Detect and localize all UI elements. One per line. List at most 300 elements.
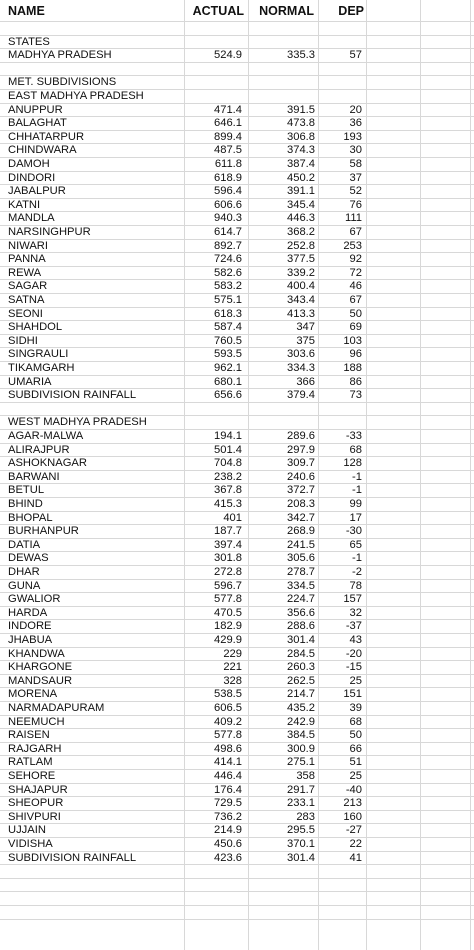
actual-cell[interactable]: 450.6	[214, 838, 242, 850]
normal-cell[interactable]: 391.5	[287, 103, 315, 116]
table-row	[0, 362, 474, 376]
table-row	[0, 335, 474, 349]
actual-cell[interactable]: 606.6	[214, 198, 242, 211]
actual-cell[interactable]: 729.5	[214, 797, 242, 810]
dep-cell[interactable]: 46	[349, 280, 362, 293]
dep-cell[interactable]	[320, 22, 362, 35]
dep-cell[interactable]: -37	[345, 620, 362, 633]
normal-cell[interactable]: 446.3	[287, 212, 315, 225]
name-cell[interactable]: STATES	[8, 35, 50, 48]
normal-cell[interactable]: 384.5	[287, 729, 315, 742]
actual-cell[interactable]: 736.2	[214, 810, 242, 823]
dep-cell[interactable]: 72	[349, 266, 362, 279]
normal-cell[interactable]: 297.9	[287, 443, 315, 456]
dep-cell[interactable]: 39	[349, 702, 362, 714]
name-cell[interactable]: SIDHI	[8, 334, 38, 347]
actual-cell[interactable]: 606.5	[214, 702, 242, 714]
dep-cell[interactable]: -30	[345, 525, 362, 538]
dep-cell[interactable]	[320, 865, 362, 878]
normal-cell[interactable]	[250, 879, 315, 892]
normal-cell[interactable]: 309.7	[287, 457, 315, 470]
name-cell[interactable]: AGAR-MALWA	[8, 430, 84, 442]
name-cell[interactable]	[8, 403, 188, 416]
name-cell[interactable]: BETUL	[8, 484, 45, 497]
normal-cell[interactable]: 289.6	[287, 430, 315, 442]
name-cell[interactable]: PANNA	[8, 253, 46, 266]
name-cell[interactable]	[8, 906, 188, 919]
name-cell[interactable]: MANDSAUR	[8, 674, 73, 687]
actual-cell[interactable]: 429.9	[214, 634, 242, 646]
dep-cell[interactable]: 68	[349, 715, 362, 728]
dep-cell[interactable]: -27	[345, 824, 362, 837]
normal-cell[interactable]: 240.6	[287, 470, 315, 483]
table-row	[0, 756, 474, 770]
actual-cell[interactable]	[190, 865, 242, 878]
normal-cell[interactable]	[250, 865, 315, 878]
actual-cell[interactable]: 575.1	[214, 294, 242, 306]
actual-cell[interactable]	[190, 22, 242, 35]
normal-cell[interactable]: 368.2	[287, 226, 315, 238]
actual-cell[interactable]: 301.8	[214, 552, 242, 565]
name-cell[interactable]: DHAR	[8, 566, 40, 578]
actual-cell[interactable]	[190, 906, 242, 919]
normal-cell[interactable]: 334.5	[287, 579, 315, 592]
normal-cell[interactable]: 345.4	[287, 198, 315, 211]
dep-cell[interactable]: 20	[349, 103, 362, 116]
name-cell[interactable]: INDORE	[8, 620, 52, 633]
dep-cell[interactable]	[320, 90, 362, 103]
normal-cell[interactable]: 334.3	[287, 362, 315, 374]
table-row	[0, 566, 474, 580]
normal-cell[interactable]: 301.4	[287, 851, 315, 864]
name-cell[interactable]: ASHOKNAGAR	[8, 457, 87, 470]
actual-cell[interactable]: 611.8	[214, 158, 242, 170]
normal-cell[interactable]: 347	[296, 321, 315, 334]
actual-cell[interactable]: 618.9	[214, 171, 242, 184]
dep-cell[interactable]: 65	[349, 538, 362, 551]
actual-cell[interactable]	[190, 90, 242, 103]
name-cell[interactable]: UMARIA	[8, 375, 52, 388]
dep-cell[interactable]: -1	[352, 470, 362, 483]
table-row	[0, 63, 474, 77]
actual-cell[interactable]: 618.3	[214, 307, 242, 320]
name-cell[interactable]: NARSINGHPUR	[8, 226, 91, 238]
dep-cell[interactable]: 37	[349, 171, 362, 184]
dep-cell[interactable]	[320, 36, 362, 49]
name-cell[interactable]: SHAJAPUR	[8, 783, 68, 796]
name-cell[interactable]: SINGRAULI	[8, 348, 69, 361]
normal-cell[interactable]: 305.6	[287, 552, 315, 565]
dep-cell[interactable]: 52	[349, 185, 362, 198]
dep-cell[interactable]: 160	[343, 810, 362, 823]
dep-cell[interactable]: 99	[349, 498, 362, 510]
normal-cell[interactable]: 379.4	[287, 389, 315, 402]
dep-cell[interactable]: 17	[349, 511, 362, 524]
name-cell[interactable]: REWA	[8, 266, 42, 279]
name-cell[interactable]: KHARGONE	[8, 661, 73, 674]
dep-cell[interactable]: 22	[349, 838, 362, 850]
actual-cell[interactable]: 646.1	[214, 117, 242, 130]
normal-cell[interactable]: 435.2	[287, 702, 315, 714]
dep-cell[interactable]	[320, 63, 362, 76]
name-cell[interactable]: ANUPPUR	[8, 103, 63, 116]
dep-cell[interactable]	[320, 416, 362, 429]
dep-cell[interactable]: 50	[349, 307, 362, 320]
name-cell[interactable]: BARWANI	[8, 470, 60, 483]
actual-cell[interactable]: 446.4	[214, 770, 242, 782]
dep-cell[interactable]: -33	[345, 430, 362, 442]
dep-cell[interactable]: 103	[343, 334, 362, 347]
normal-cell[interactable]: 342.7	[287, 511, 315, 524]
name-cell[interactable]: SAGAR	[8, 280, 48, 293]
dep-cell[interactable]: 30	[349, 144, 362, 157]
normal-cell[interactable]: 242.9	[287, 715, 315, 728]
dep-cell[interactable]: -1	[352, 484, 362, 497]
normal-cell[interactable]: 387.4	[287, 158, 315, 170]
normal-cell[interactable]: 301.4	[287, 634, 315, 646]
dep-cell[interactable]: -2	[352, 566, 362, 578]
table-row	[0, 539, 474, 553]
actual-cell[interactable]: 221	[223, 661, 242, 674]
normal-cell[interactable]: 374.3	[287, 144, 315, 157]
name-cell[interactable]	[8, 63, 188, 76]
table-row	[0, 525, 474, 539]
name-cell[interactable]: JHABUA	[8, 634, 53, 646]
normal-cell[interactable]: 291.7	[287, 783, 315, 796]
actual-cell[interactable]: 238.2	[214, 470, 242, 483]
actual-cell[interactable]	[190, 403, 242, 416]
actual-cell[interactable]: 470.5	[214, 606, 242, 619]
dep-cell[interactable]	[320, 879, 362, 892]
name-cell[interactable]: MADHYA PRADESH	[8, 49, 112, 62]
actual-cell[interactable]: 577.8	[214, 593, 242, 606]
normal-cell[interactable]	[250, 63, 315, 76]
name-cell[interactable]: SHIVPURI	[8, 810, 61, 823]
normal-cell[interactable]: 391.1	[287, 185, 315, 198]
dep-cell[interactable]: -15	[345, 661, 362, 674]
normal-cell[interactable]: 208.3	[287, 498, 315, 510]
name-cell[interactable]: KHANDWA	[8, 647, 65, 660]
actual-cell[interactable]: 397.4	[214, 538, 242, 551]
name-cell[interactable]: MET. SUBDIVISIONS	[8, 76, 117, 89]
actual-cell[interactable]: 760.5	[214, 334, 242, 347]
normal-cell[interactable]: 356.6	[287, 606, 315, 619]
actual-cell[interactable]: 229	[223, 647, 242, 660]
name-cell[interactable]: BALAGHAT	[8, 117, 67, 130]
actual-cell[interactable]: 724.6	[214, 253, 242, 266]
normal-cell[interactable]: 335.3	[287, 49, 315, 62]
dep-cell[interactable]	[320, 892, 362, 905]
table-row	[0, 716, 474, 730]
actual-cell[interactable]: 524.9	[214, 49, 242, 62]
actual-cell[interactable]: 498.6	[214, 742, 242, 755]
dep-cell[interactable]: 92	[349, 253, 362, 266]
normal-cell[interactable]: 372.7	[287, 484, 315, 497]
header-row	[0, 0, 474, 22]
actual-cell[interactable]: 704.8	[214, 457, 242, 470]
table-row	[0, 376, 474, 390]
name-cell[interactable]: UJJAIN	[8, 824, 46, 837]
normal-cell[interactable]	[250, 36, 315, 49]
normal-cell[interactable]: 260.3	[287, 661, 315, 674]
actual-cell[interactable]	[190, 416, 242, 429]
table-row	[0, 308, 474, 322]
name-cell[interactable]: KATNI	[8, 198, 41, 211]
actual-cell[interactable]: 367.8	[214, 484, 242, 497]
normal-cell[interactable]: 241.5	[287, 538, 315, 551]
name-cell[interactable]: EAST MADHYA PRADESH	[8, 90, 144, 102]
dep-cell[interactable]: 41	[349, 851, 362, 864]
normal-cell[interactable]	[250, 22, 315, 35]
table-row	[0, 267, 474, 281]
name-cell[interactable]: MANDLA	[8, 212, 55, 225]
name-cell[interactable]: SEHORE	[8, 770, 56, 782]
dep-cell[interactable]: -40	[345, 783, 362, 796]
normal-cell[interactable]: 214.7	[287, 688, 315, 701]
dep-cell[interactable]: 67	[349, 294, 362, 306]
table-row	[0, 906, 474, 920]
actual-cell[interactable]: 596.7	[214, 579, 242, 592]
name-cell[interactable]: BHOPAL	[8, 511, 53, 524]
header-actual[interactable]: ACTUAL	[192, 4, 244, 18]
actual-cell[interactable]: 415.3	[214, 498, 242, 510]
table-row	[0, 253, 474, 267]
normal-cell[interactable]: 358	[296, 770, 315, 782]
dep-cell[interactable]: 25	[349, 674, 362, 687]
name-cell[interactable]	[8, 865, 188, 878]
actual-cell[interactable]: 962.1	[214, 362, 242, 374]
actual-cell[interactable]: 583.2	[214, 280, 242, 293]
dep-cell[interactable]: 86	[349, 375, 362, 388]
actual-cell[interactable]: 182.9	[214, 620, 242, 633]
header-name[interactable]: NAME	[8, 4, 45, 18]
dep-cell[interactable]: 213	[343, 797, 362, 810]
actual-cell[interactable]: 328	[223, 674, 242, 687]
normal-cell[interactable]: 233.1	[287, 797, 315, 810]
name-cell[interactable]: DEWAS	[8, 552, 49, 565]
name-cell[interactable]: NIWARI	[8, 239, 48, 252]
table-row	[0, 824, 474, 838]
dep-cell[interactable]: 36	[349, 117, 362, 130]
table-row	[0, 104, 474, 118]
dep-cell[interactable]: 58	[349, 158, 362, 170]
table-row	[0, 852, 474, 866]
actual-cell[interactable]	[190, 63, 242, 76]
name-cell[interactable]: WEST MADHYA PRADESH	[8, 416, 147, 429]
actual-cell[interactable]	[190, 76, 242, 89]
actual-cell[interactable]	[190, 36, 242, 49]
actual-cell[interactable]: 414.1	[214, 756, 242, 769]
table-row	[0, 648, 474, 662]
dep-cell[interactable]: 188	[343, 362, 362, 374]
dep-cell[interactable]: 69	[349, 321, 362, 334]
name-cell[interactable]: SHAHDOL	[8, 321, 63, 334]
name-cell[interactable]: VIDISHA	[8, 838, 53, 850]
normal-cell[interactable]: 413.3	[287, 307, 315, 320]
name-cell[interactable]: MORENA	[8, 688, 58, 701]
dep-cell[interactable]: 193	[343, 130, 362, 143]
actual-cell[interactable]: 214.9	[214, 824, 242, 837]
actual-cell[interactable]: 593.5	[214, 348, 242, 361]
table-row	[0, 729, 474, 743]
name-cell[interactable]: BURHANPUR	[8, 525, 79, 538]
name-cell[interactable]: NARMADAPURAM	[8, 702, 105, 714]
actual-cell[interactable]: 409.2	[214, 715, 242, 728]
normal-cell[interactable]	[250, 416, 315, 429]
normal-cell[interactable]: 268.9	[287, 525, 315, 538]
name-cell[interactable]: SATNA	[8, 294, 45, 306]
actual-cell[interactable]: 596.4	[214, 185, 242, 198]
name-cell[interactable]: JABALPUR	[8, 185, 66, 198]
name-cell[interactable]: SHEOPUR	[8, 797, 64, 810]
dep-cell[interactable]: 50	[349, 729, 362, 742]
name-cell[interactable]: DINDORI	[8, 171, 56, 184]
normal-cell[interactable]: 303.6	[287, 348, 315, 361]
name-cell[interactable]: BHIND	[8, 498, 43, 510]
table-row	[0, 389, 474, 403]
actual-cell[interactable]: 176.4	[214, 783, 242, 796]
normal-cell[interactable]	[250, 906, 315, 919]
actual-cell[interactable]: 187.7	[214, 525, 242, 538]
table-row	[0, 552, 474, 566]
normal-cell[interactable]: 252.8	[287, 239, 315, 252]
normal-cell[interactable]: 306.8	[287, 130, 315, 143]
table-row	[0, 634, 474, 648]
dep-cell[interactable]: 96	[349, 348, 362, 361]
actual-cell[interactable]: 899.4	[214, 130, 242, 143]
name-cell[interactable]: HARDA	[8, 606, 48, 619]
dep-cell[interactable]: 78	[349, 579, 362, 592]
table-row	[0, 702, 474, 716]
dep-cell[interactable]: 43	[349, 634, 362, 646]
name-cell[interactable]	[8, 22, 188, 35]
dep-cell[interactable]: 73	[349, 389, 362, 402]
normal-cell[interactable]: 284.5	[287, 647, 315, 660]
normal-cell[interactable]: 370.1	[287, 838, 315, 850]
table-row	[0, 811, 474, 825]
actual-cell[interactable]: 614.7	[214, 226, 242, 238]
dep-cell[interactable]: 128	[343, 457, 362, 470]
normal-cell[interactable]: 288.6	[287, 620, 315, 633]
dep-cell[interactable]: 66	[349, 742, 362, 755]
actual-cell[interactable]: 471.4	[214, 103, 242, 116]
dep-cell[interactable]	[320, 403, 362, 416]
normal-cell[interactable]: 343.4	[287, 294, 315, 306]
normal-cell[interactable]: 278.7	[287, 566, 315, 578]
dep-cell[interactable]: 111	[344, 212, 362, 225]
table-row	[0, 172, 474, 186]
dep-cell[interactable]: 51	[349, 756, 362, 769]
dep-cell[interactable]	[320, 906, 362, 919]
table-row	[0, 131, 474, 145]
actual-cell[interactable]: 892.7	[214, 239, 242, 252]
dep-cell[interactable]: 25	[349, 770, 362, 782]
header-normal[interactable]: NORMAL	[259, 4, 314, 18]
name-cell[interactable]	[8, 879, 188, 892]
name-cell[interactable]	[8, 892, 188, 905]
actual-cell[interactable]	[190, 879, 242, 892]
normal-cell[interactable]: 224.7	[287, 593, 315, 606]
name-cell[interactable]: GUNA	[8, 579, 41, 592]
header-dep[interactable]: DEP	[338, 4, 364, 18]
normal-cell[interactable]	[250, 892, 315, 905]
table-row	[0, 117, 474, 131]
name-cell[interactable]: RAJGARH	[8, 742, 62, 755]
name-cell[interactable]: SUBDIVISION RAINFALL	[8, 389, 137, 402]
actual-cell[interactable]: 272.8	[214, 566, 242, 578]
normal-cell[interactable]: 375	[296, 334, 315, 347]
name-cell[interactable]: DAMOH	[8, 158, 50, 170]
actual-cell[interactable]: 680.1	[214, 375, 242, 388]
name-cell[interactable]: GWALIOR	[8, 593, 61, 606]
actual-cell[interactable]: 538.5	[214, 688, 242, 701]
name-cell[interactable]: TIKAMGARH	[8, 362, 75, 374]
name-cell[interactable]: DATIA	[8, 538, 41, 551]
actual-cell[interactable]: 656.6	[214, 389, 242, 402]
name-cell[interactable]: CHINDWARA	[8, 144, 77, 157]
actual-cell[interactable]	[190, 892, 242, 905]
name-cell[interactable]: SUBDIVISION RAINFALL	[8, 851, 137, 864]
normal-cell[interactable]: 450.2	[287, 171, 315, 184]
normal-cell[interactable]: 275.1	[287, 756, 315, 769]
normal-cell[interactable]: 262.5	[287, 674, 315, 687]
dep-cell[interactable]: 67	[349, 226, 362, 238]
normal-cell[interactable]	[250, 403, 315, 416]
actual-cell[interactable]: 501.4	[214, 443, 242, 456]
dep-cell[interactable]	[320, 76, 362, 89]
normal-cell[interactable]: 295.5	[287, 824, 315, 837]
table-row	[0, 403, 474, 417]
name-cell[interactable]: RAISEN	[8, 729, 50, 742]
dep-cell[interactable]: -20	[345, 647, 362, 660]
actual-cell[interactable]: 582.6	[214, 266, 242, 279]
table-row	[0, 212, 474, 226]
name-cell[interactable]: NEEMUCH	[8, 715, 65, 728]
actual-cell[interactable]: 577.8	[214, 729, 242, 742]
normal-cell[interactable]: 339.2	[287, 266, 315, 279]
table-row	[0, 430, 474, 444]
dep-cell[interactable]: 253	[343, 239, 362, 252]
name-cell[interactable]: ALIRAJPUR	[8, 443, 70, 456]
normal-cell[interactable]: 400.4	[287, 280, 315, 293]
dep-cell[interactable]: 32	[349, 606, 362, 619]
normal-cell[interactable]: 473.8	[287, 117, 315, 130]
name-cell[interactable]: SEONI	[8, 307, 43, 320]
dep-cell[interactable]: -1	[352, 552, 362, 565]
normal-cell[interactable]: 366	[296, 375, 315, 388]
table-row	[0, 688, 474, 702]
normal-cell[interactable]: 300.9	[287, 742, 315, 755]
normal-cell[interactable]: 377.5	[287, 253, 315, 266]
actual-cell[interactable]: 194.1	[214, 430, 242, 442]
normal-cell[interactable]: 283	[296, 810, 315, 823]
normal-cell[interactable]	[250, 76, 315, 89]
dep-cell[interactable]: 151	[343, 688, 362, 701]
actual-cell[interactable]: 423.6	[214, 851, 242, 864]
dep-cell[interactable]: 76	[349, 198, 362, 211]
actual-cell[interactable]: 487.5	[214, 144, 242, 157]
dep-cell[interactable]: 157	[343, 593, 362, 606]
dep-cell[interactable]: 68	[349, 443, 362, 456]
table-row	[0, 199, 474, 213]
actual-cell[interactable]: 940.3	[214, 212, 242, 225]
actual-cell[interactable]: 401	[223, 511, 242, 524]
normal-cell[interactable]	[250, 90, 315, 103]
dep-cell[interactable]: 57	[349, 49, 362, 62]
actual-cell[interactable]: 587.4	[214, 321, 242, 334]
name-cell[interactable]: CHHATARPUR	[8, 130, 85, 143]
name-cell[interactable]: RATLAM	[8, 756, 53, 769]
